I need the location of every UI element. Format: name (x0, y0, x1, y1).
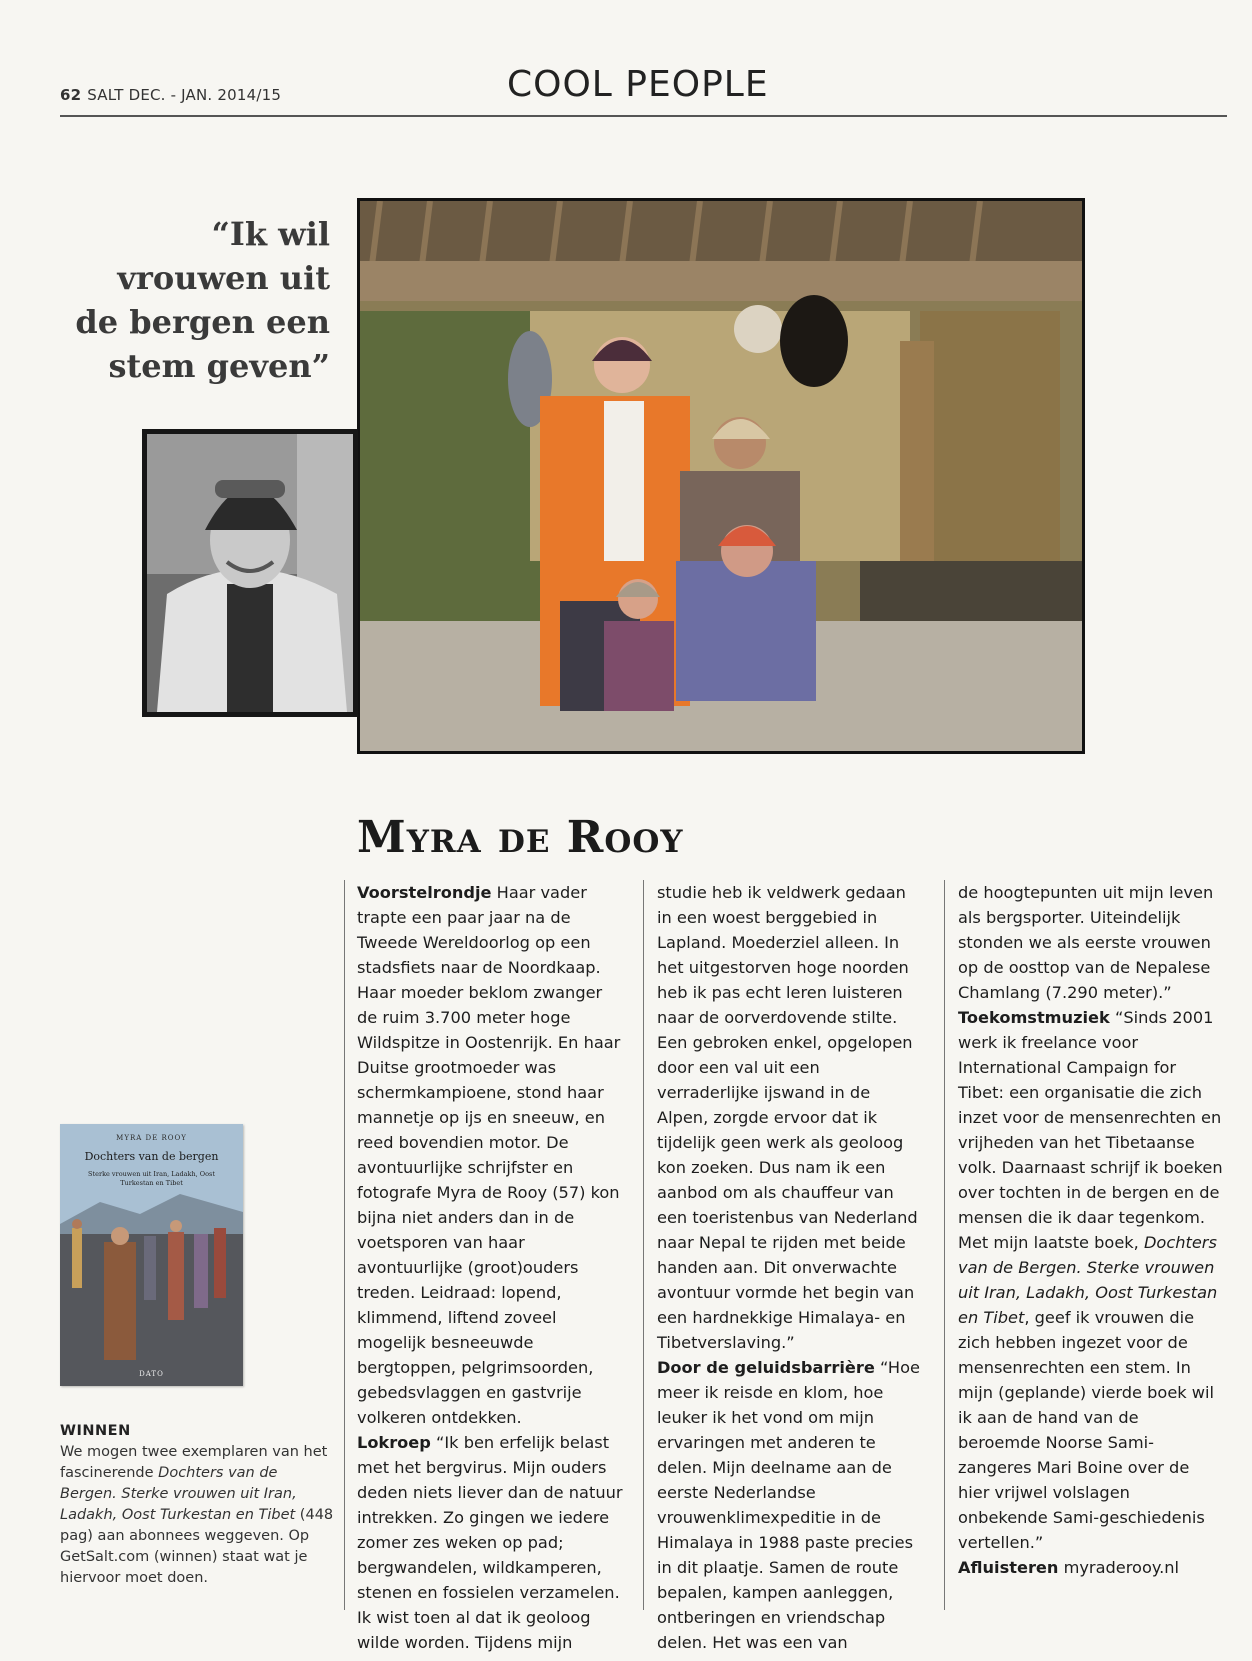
book-cover (60, 1124, 243, 1386)
pull-quote (60, 212, 330, 388)
website-link[interactable]: myraderooy.nl (1058, 1558, 1180, 1577)
paragraph-continued (657, 880, 923, 1355)
pull-quote-line: vrouwen uit (117, 259, 330, 297)
column-rule (344, 880, 345, 1610)
page-number: 62 (60, 86, 82, 104)
paragraph-continued (958, 880, 1224, 1005)
issue-label: SALT DEC. - JAN. 2014/15 (87, 86, 282, 104)
paragraph-toekomstmuziek (958, 1005, 1224, 1555)
keyword-label: Voorstelrondje (357, 883, 492, 902)
section-title: COOL PEOPLE (507, 64, 769, 105)
book-title-italic: Dochters van de Bergen. Sterke vrouwen uit Iran, Ladakh, Oost Turkestan en Tibet (958, 1233, 1218, 1327)
paragraph-text: de hoogtepunten uit mijn leven als bergsporter. Uiteindelijk stonden we als eerste vrouwen op de oosttop van de Nepalese Chamlang (7.290 meter).” (958, 883, 1214, 1002)
pull-quote-line: de bergen een (75, 303, 330, 341)
keyword-label: Lokroep (357, 1433, 431, 1452)
column-rule (944, 880, 945, 1610)
main-photo (357, 198, 1085, 754)
header-rule (60, 115, 1227, 117)
book-author: MYRA DE ROOY (116, 1134, 187, 1142)
giveaway-text (60, 1442, 336, 1589)
portrait-photo (142, 429, 358, 717)
article-column-1 (357, 880, 623, 1655)
paragraph-text: “Ik ben erfelijk belast met het bergvirus. Mijn ouders deden niets liever dan de natuur intrekken. Zo gingen we iedere zomer zes weken op pad; bergwandelen, wildkamperen, stenen en fossielen verzamelen. Ik wist toen al dat ik geoloog wilde worden. Tijdens mijn (357, 1433, 623, 1652)
article-column-3 (958, 880, 1224, 1580)
keyword-label: Toekomstmuziek (958, 1008, 1110, 1027)
person-name-heading: Myra de Rooy (357, 812, 684, 863)
paragraph-text: , geef ik vrouwen die zich hebben ingezet voor de mensenrechten een stem. In mijn (geplande) vierde boek wil ik aan de hand van de beroemde Noorse Sami-zangeres Mari Boine over de hier vrijwel volslagen onbekende Sami-geschiedenis vertellen.” (958, 1308, 1215, 1552)
giveaway-book-title: Dochters van de Bergen. Sterke vrouwen uit Iran, Ladakh, Oost Turkestan en Tibet (60, 1465, 297, 1523)
giveaway-text-part: (448 pag) aan abonnees weggeven. Op GetSalt.com (winnen) staat wat je hiervoor moet doen. (60, 1507, 334, 1586)
paragraph-geluidsbarriere (657, 1355, 923, 1655)
article-column-2 (657, 880, 923, 1655)
giveaway-box (60, 1421, 336, 1589)
keyword-label: Door de geluidsbarrière (657, 1358, 875, 1377)
paragraph-text: “Sinds 2001 werk ik freelance voor International Campaign for Tibet: een organisatie die zich inzet voor de mensenrechten en vrijheden van het Tibetaanse volk. Daarnaast schrijf ik boeken over tochten in de bergen en de mensen die ik daar tegenkom. Met mijn laatste boek, (958, 1008, 1223, 1252)
pull-quote-line: “Ik wil (211, 215, 330, 253)
paragraph-text: Haar vader trapte een paar jaar na de Tweede Wereldoorlog op een stadsfiets naar de Noordkaap. Haar moeder beklom zwanger de ruim 3.700 meter hoge Wildspitze in Oostenrijk. En haar Duitse grootmoeder was schermkampioene, stond haar mannetje op ijs en sneeuw, en reed bovendien motor. De avontuurlijke schrijfster en fotografe Myra de Rooy (57) kon bijna niet anders dan in de voetsporen van haar avontuurlijke (groot)ouders treden. Leidraad: lopend, klimmend, liftend zoveel mogelijk besneeuwde bergtoppen, pelgrimsoorden, gebedsvlaggen en gastvrije volkeren ontdekken. (357, 883, 621, 1427)
giveaway-text-part: We mogen twee exemplaren van het fascinerende (60, 1444, 328, 1481)
paragraph-text: “Hoe meer ik reisde en klom, hoe leuker ik het vond om mijn ervaringen met anderen te delen. Mijn deelname aan de eerste Nederlandse vrouwenklimexpeditie in de Himalaya in 1988 paste precies in dit plaatje. Samen de route bepalen, kampen aanleggen, ontberingen en vriendschap delen. Het was een van (657, 1358, 920, 1652)
paragraph-lokroep (357, 1430, 623, 1655)
giveaway-heading: WINNEN (60, 1423, 131, 1439)
keyword-label: Afluisteren (958, 1558, 1059, 1577)
paragraph-voorstelrondje (357, 880, 623, 1430)
book-title: Dochters van de bergen (84, 1150, 219, 1163)
book-publisher: DATO (139, 1370, 164, 1378)
pull-quote-line: stem geven” (108, 347, 330, 385)
book-subtitle: Sterke vrouwen uit Iran, Ladakh, Oost Turkestan en Tibet (88, 1170, 215, 1187)
paragraph-text: studie heb ik veldwerk gedaan in een woest berggebied in Lapland. Moederziel alleen. In het uitgestorven hoge noorden heb ik pas echt leren luisteren naar de oorverdovende stilte. Een gebroken enkel, opgelopen door een val uit een verraderlijke ijswand in de Alpen, zorgde ervoor dat ik tijdelijk geen werk als geoloog kon zoeken. Dus nam ik een aanbod om als chauffeur van een toeristenbus van Nederland naar Nepal te rijden met beide handen aan. Dit onverwachte avontuur vormde het begin van een hardnekkige Himalaya- en Tibetverslaving.” (657, 883, 918, 1352)
page-header-meta (60, 86, 281, 104)
paragraph-afluisteren (958, 1555, 1224, 1580)
column-rule (643, 880, 644, 1610)
